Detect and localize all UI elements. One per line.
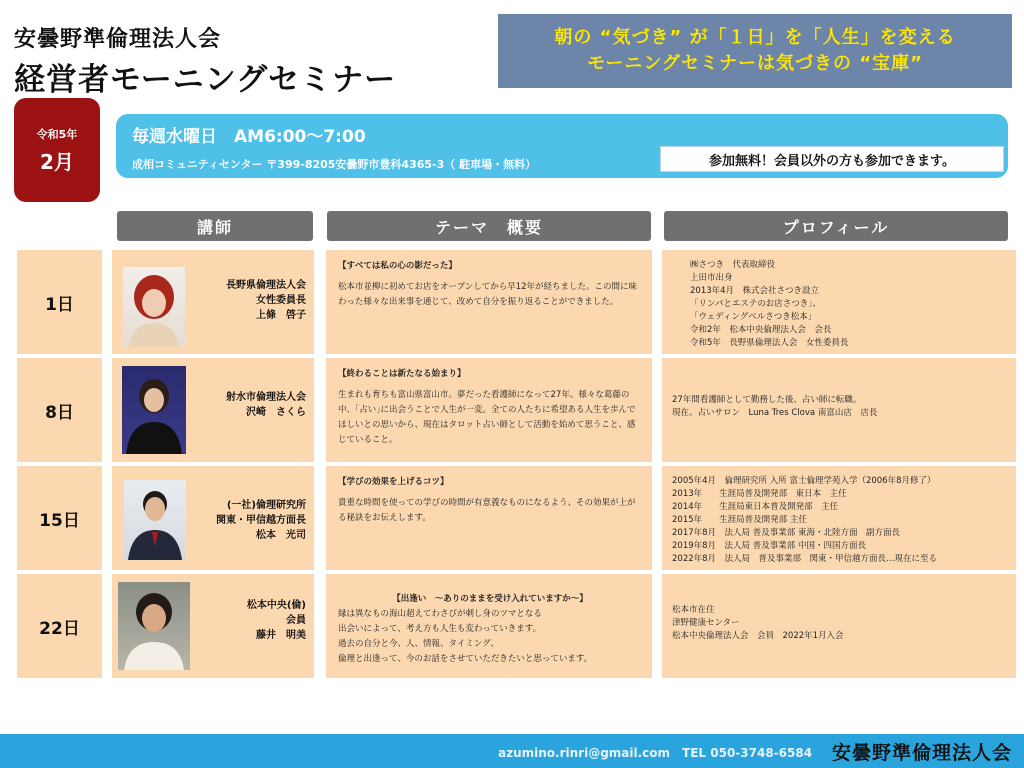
speaker-info [216, 498, 306, 543]
footer-brand: 安曇野準倫理法人会 [831, 742, 1012, 764]
profile-line: 令和2年 松本中央倫理法人会 会長 [690, 325, 832, 335]
speaker-info [226, 390, 306, 420]
profile-line: 令和5年 長野県倫理法人会 女性委員長 [690, 338, 849, 348]
speaker-affiliation: 松本中央(倫) [246, 600, 306, 611]
theme-line: 縁は異なもの海山超えてわさびが刺し身のツマとなる [338, 609, 542, 619]
speaker-affiliation: 射水市倫理法人会 [226, 392, 306, 403]
speaker-name: 藤井 明美 [256, 630, 306, 641]
theme-line: 過去の自分と今、人、情報、タイミング、 [338, 639, 499, 649]
tagline-line-1: 朝の “気づき” が「１日」を「人生」を変える [554, 27, 956, 48]
date-cell: 8日 [17, 358, 102, 462]
speaker-title: 関東・甲信越方面長 [216, 515, 306, 526]
column-header-profile: プロフィール [664, 211, 1008, 241]
profile-line: 2005年4月 倫理研究所 入所 富士倫理学苑入学（2006年8月修了） [672, 476, 936, 486]
schedule-venue: 成相コミュニティセンター 〒399-8205安曇野市豊科4365-3（ 駐車場・無料） [132, 158, 537, 171]
tagline-line-2: モーニングセミナーは気づきの “宝庫” [587, 53, 923, 74]
profile-cell [662, 250, 1016, 354]
speaker-name: 松本 光司 [256, 530, 306, 541]
speaker-photo [123, 267, 185, 347]
profile-cell [662, 574, 1016, 678]
seminar-title: 経営者モーニングセミナー [14, 62, 397, 98]
profile-line: 2019年8月 法人局 普及事業部 中国・四国方面長 [672, 541, 866, 551]
free-participation-notice: 参加無料！会員以外の方も参加できます。 [660, 146, 1004, 172]
column-header-speaker: 講師 [117, 211, 313, 241]
theme-cell [326, 250, 652, 354]
profile-line: 津野健康センター [672, 618, 740, 628]
speaker-info [226, 278, 306, 323]
profile-line: 「リンパとエステのお店さつき」、 [690, 299, 821, 309]
month-badge-era: 令和5年 [36, 128, 78, 141]
speaker-photo [122, 366, 186, 454]
profile-line: 現在、占いサロン Luna Tres Clova 南富山店 店長 [672, 408, 878, 418]
profile-line: ㈱さつき 代表取締役 [690, 260, 776, 270]
footer-bar [0, 734, 1024, 768]
org-name: 安曇野準倫理法人会 [14, 27, 222, 52]
theme-line: 出会いによって、考え方も人生も変わっていきます。 [338, 624, 542, 634]
profile-cell [662, 466, 1016, 570]
profile-line: 2013年4月 株式会社さつき設立 [690, 286, 820, 296]
theme-line: 倫理と出逢って、今のお話をさせていただきたいと思っています。 [338, 654, 593, 664]
speaker-cell [112, 250, 314, 354]
month-badge [14, 98, 100, 202]
profile-line: 松本中央倫理法人会 会員 2022年1月入会 [672, 631, 844, 641]
profile-line: 2015年 生涯局普及開発部 主任 [672, 515, 807, 525]
date-cell: 22日 [17, 574, 102, 678]
theme-title: 【すべては私の心の影だった】 [338, 261, 457, 271]
month-badge-month: 2月 [40, 150, 74, 174]
profile-line: 2017年8月 法人局 普及事業部 東海・北陸方面 副方面長 [672, 528, 900, 538]
profile-line: 松本市在住 [672, 605, 715, 615]
profile-line: 2013年 生涯局普及開発部 東日本 主任 [672, 489, 847, 499]
speaker-info [247, 598, 306, 643]
speaker-affiliation: 長野県倫理法人会 [226, 280, 306, 291]
schedule-time: 毎週水曜日 AM6:00～7:00 [132, 127, 366, 147]
speaker-title: 会員 [286, 615, 306, 626]
speaker-affiliation: (一社)倫理研究所 [226, 500, 306, 511]
profile-line: 2022年8月 法人局 普及事業部 関東・甲信越方面長…現在に至る [672, 554, 938, 564]
theme-cell [326, 358, 652, 462]
profile-cell [662, 358, 1016, 462]
speaker-photo [118, 582, 190, 670]
footer-contact: azumino.rinri@gmail.com TEL 050-3748-6584 [498, 746, 813, 760]
profile-line: 2014年 生涯局東日本普及開発部 主任 [672, 502, 839, 512]
speaker-cell [112, 358, 314, 462]
speaker-cell [112, 574, 314, 678]
theme-body: 貴重な時間を使っての学びの時間が有意義なものになるよう、その効果が上がる秘訣をお伝えします。 [338, 498, 636, 523]
speaker-name: 沢崎 さくら [246, 407, 306, 418]
date-cell: 15日 [17, 466, 102, 570]
profile-line: 「ウェディングベルさつき松本」 [690, 312, 817, 322]
tagline-box [498, 14, 1012, 88]
theme-body: 松本市並柳に初めてお店をオープンしてから早12年が経ちました。この間に味わった様々な出来事を通じて、改めて自分を振り返ることができました。 [338, 282, 638, 307]
profile-line: 上田市出身 [690, 273, 733, 283]
speaker-photo [124, 480, 186, 560]
speaker-cell [112, 466, 314, 570]
theme-body: 生まれも育ちも富山県富山市。夢だった看護師になって27年。様々な葛藤の中、｢占い｣に出会うことで人生が一変。全ての人たちに希望ある人生を歩んでほしいとの思いから、現在はタロット占い師として活動を始めて思うこと、感じていること。 [338, 390, 636, 445]
theme-title: 【終わることは新たなる始まり】 [338, 369, 466, 379]
column-header-theme: テーマ 概要 [327, 211, 651, 241]
theme-cell [326, 466, 652, 570]
speaker-name: 上條 啓子 [256, 310, 306, 321]
theme-cell [326, 574, 652, 678]
date-cell: 1日 [17, 250, 102, 354]
profile-line: 27年間看護師として勤務した後、占い師に転職。 [672, 395, 862, 405]
speaker-title: 女性委員長 [256, 295, 306, 306]
theme-title: 【学びの効果を上げるコツ】 [338, 477, 449, 487]
theme-title: 【出逢い ～ありのままを受け入れていますか～】 [392, 594, 588, 604]
